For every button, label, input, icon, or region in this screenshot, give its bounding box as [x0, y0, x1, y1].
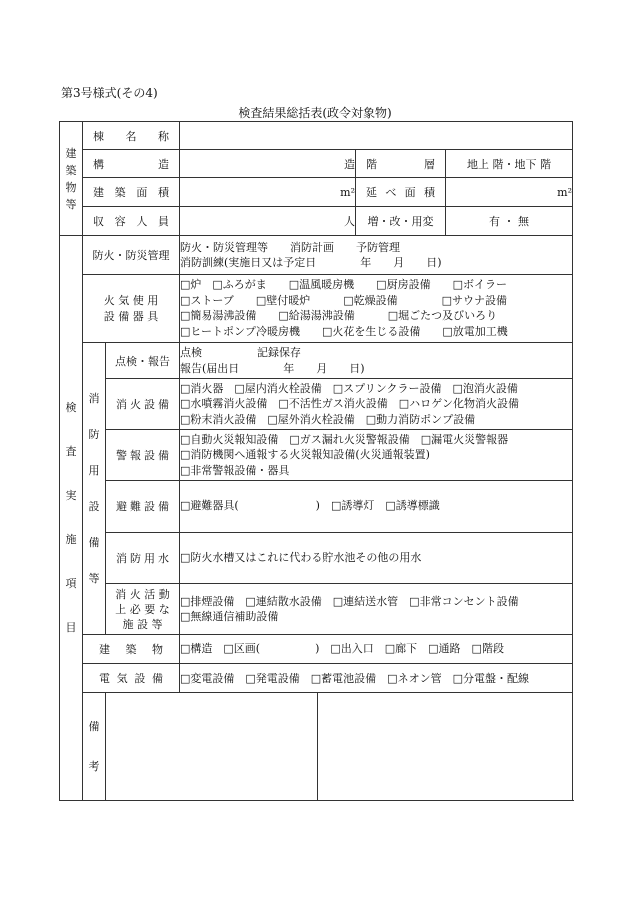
row-building-items	[60, 635, 573, 664]
row-prevention	[60, 236, 573, 274]
extinguishing-label: 消 火 設 備	[106, 379, 180, 430]
floors-label: 階 層	[356, 150, 446, 178]
row-electric	[60, 664, 573, 693]
row-check-report	[60, 342, 573, 378]
electric-label: 電 気 設 備	[83, 664, 180, 693]
building-area-field[interactable]: m²	[180, 178, 356, 207]
check-report-content: 点検 記録保存 報告(届出日 年 月 日)	[180, 342, 573, 378]
row-extinguishing	[60, 379, 573, 430]
total-area-field[interactable]: m²	[446, 178, 573, 207]
total-area-label: 延 べ 面 積	[356, 178, 446, 207]
row-building-name	[60, 122, 573, 150]
page-title: 検査結果総括表(政令対象物)	[238, 106, 392, 120]
row-structure	[60, 150, 573, 178]
check-report-label: 点検・報告	[106, 342, 180, 378]
structure-label: 構 造	[83, 150, 180, 178]
row-fire-water	[60, 532, 573, 583]
row-evacuation	[60, 480, 573, 532]
change-label: 増・改・用変	[356, 207, 446, 236]
building-area-label: 建 築 面 積	[83, 178, 180, 207]
floors-value-field[interactable]: 地上 階・地下 階	[446, 150, 573, 178]
alarm-content: □自動火災報知設備 □ガス漏れ火災警報設備 □漏電火災警報器 □消防機関へ通報する火災報知設備(火災通報装置) □非常警報設備・器具	[180, 430, 573, 480]
extinguishing-content: □消火器 □屋内消火栓設備 □スプリンクラー設備 □泡消火設備 □水噴霧消火設備 □不活性ガス消火設備 □ハロゲン化物消火設備 □粉末消火設備 □屋外消火栓設備 □動力消防ポンプ設備	[180, 379, 573, 430]
row-capacity	[60, 207, 573, 236]
section-inspection-label: 検査実施項目	[60, 236, 83, 801]
fire-activity-content: □排煙設備 □連結散水設備 □連結送水管 □非常コンセント設備 □無線通信補助設備	[180, 583, 573, 634]
capacity-label: 収 容 人 員	[83, 207, 180, 236]
row-area	[60, 178, 573, 207]
evacuation-label: 避 難 設 備	[106, 480, 180, 532]
change-yes-no-field[interactable]: 有 ・ 無	[446, 207, 573, 236]
inspection-summary-table	[59, 121, 573, 801]
fire-equipment-sub-section-label: 消防用設備等	[83, 342, 106, 634]
row-fire-equipment	[60, 274, 573, 342]
evacuation-content: □避難器具( ) □誘導灯 □誘導標識	[180, 480, 573, 532]
fire-water-label: 消 防 用 水	[106, 532, 180, 583]
fire-activity-label: 消 火 活 動 上 必 要 な 施 設 等	[106, 583, 180, 634]
building-items-content: □構造 □区画( ) □出入口 □廊下 □通路 □階段	[180, 635, 573, 664]
fire-equipment-label: 火 気 使 用 設 備 器 具	[83, 274, 180, 342]
form-number-label: 第3号様式(その4)	[61, 86, 158, 100]
building-items-label: 建 築 物	[83, 635, 180, 664]
alarm-label: 警 報 設 備	[106, 430, 180, 480]
capacity-field[interactable]: 人	[180, 207, 356, 236]
remarks-blank	[106, 693, 318, 801]
fire-water-content: □防火水槽又はこれに代わる貯水池その他の用水	[180, 532, 573, 583]
row-remarks	[60, 693, 573, 801]
fire-equipment-content: □炉 □ふろがま □温風暖房機 □厨房設備 □ボイラー □ストーブ □壁付暖炉 □乾燥設備 □サウナ設備 □簡易湯沸設備 □給湯湯沸設備 □堀ごたつ及びいろり □ヒートポンプ冷暖房機 □火花を生じる設備 □放電加工機	[180, 274, 573, 342]
row-alarm	[60, 430, 573, 480]
section-building-label: 建築物等	[60, 122, 83, 236]
name-label: 棟 名 称	[83, 122, 180, 150]
remarks-field[interactable]	[318, 693, 573, 801]
prevention-label: 防火・防災管理	[83, 236, 180, 274]
name-value-field[interactable]	[180, 122, 573, 150]
remarks-label: 備考	[83, 693, 106, 801]
electric-content: □変電設備 □発電設備 □蓄電池設備 □ネオン管 □分電盤・配線	[180, 664, 573, 693]
prevention-content: 防火・防災管理等 消防計画 予防管理 消防訓練(実施日又は予定日 年 月 日)	[180, 236, 573, 274]
structure-value-field[interactable]: 造	[180, 150, 356, 178]
row-fire-activity	[60, 583, 573, 634]
